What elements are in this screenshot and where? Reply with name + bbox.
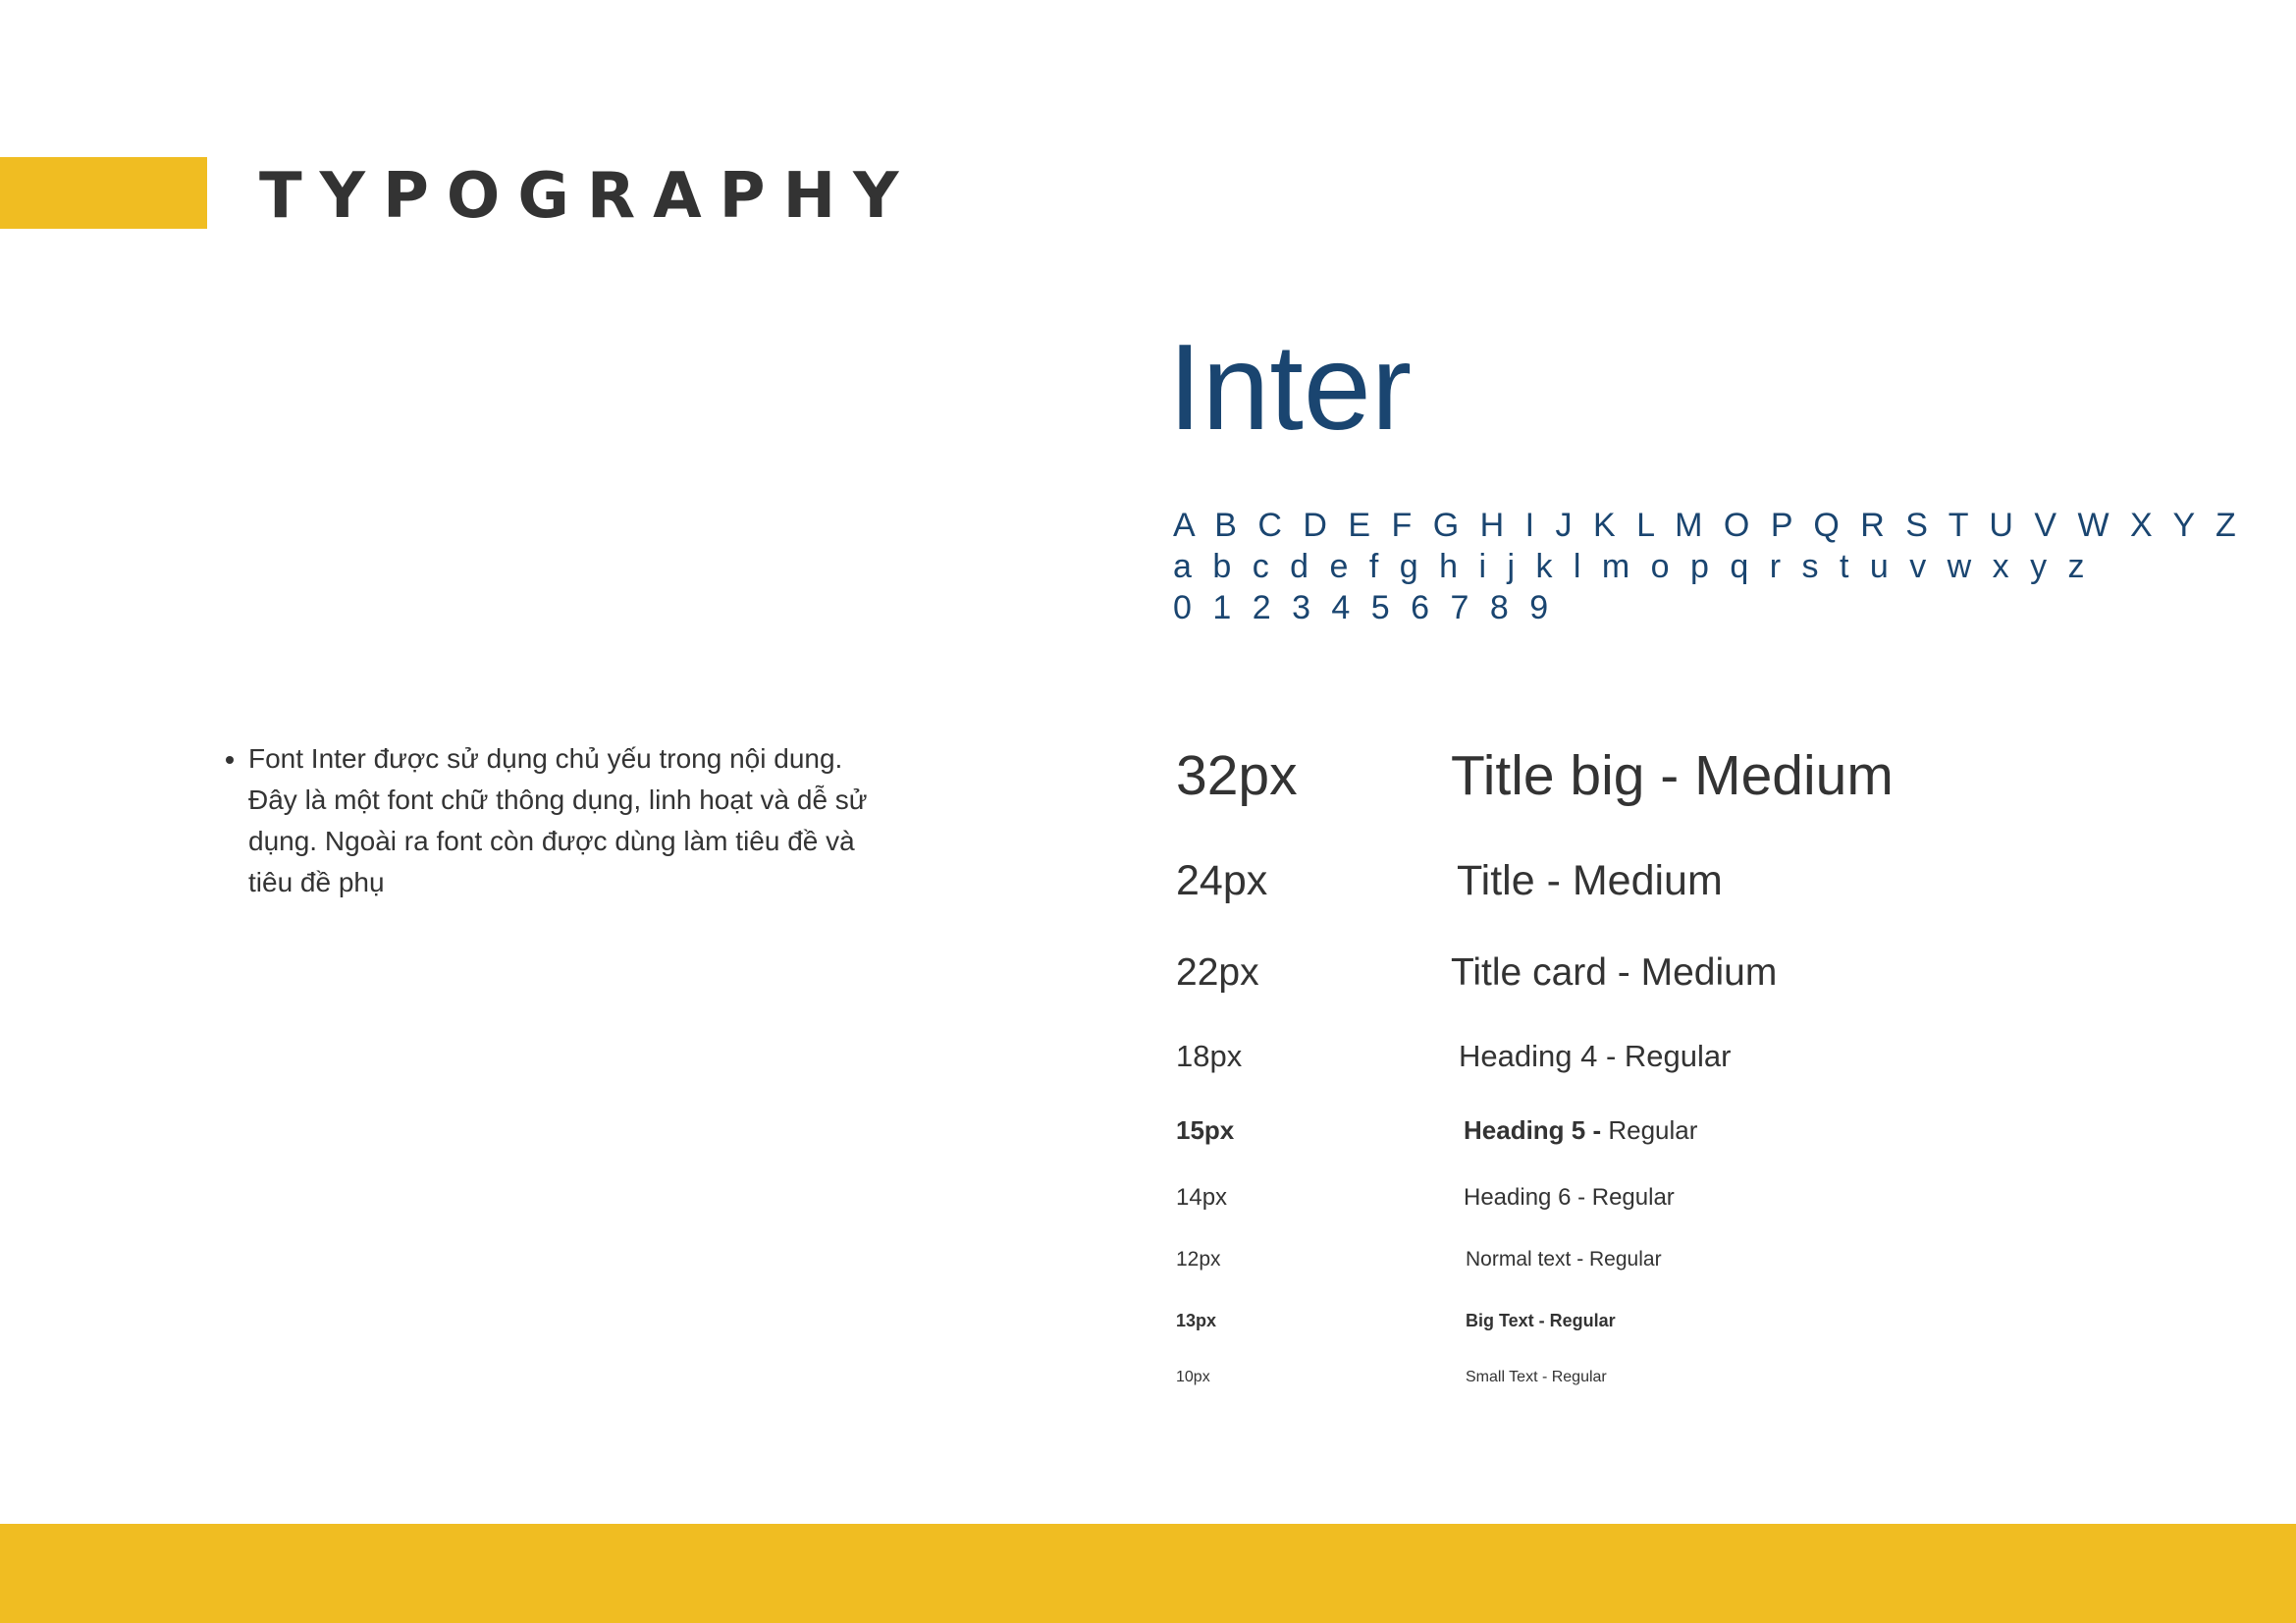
style-label-heading-5-rest: Regular <box>1601 1115 1698 1145</box>
size-label-big-text: 13px <box>1176 1311 1217 1330</box>
size-label-heading-6: 14px <box>1176 1184 1228 1211</box>
style-label-heading-5-bold: Heading 5 - <box>1464 1115 1602 1145</box>
description-list <box>216 738 877 903</box>
page-title: TYPOGRAPHY <box>259 160 917 233</box>
size-label-normal-text: 12px <box>1176 1248 1221 1271</box>
size-label-title: 24px <box>1176 857 1268 904</box>
style-label-big-text: Big Text - Regular <box>1466 1311 1616 1330</box>
style-label-normal-text: Normal text - Regular <box>1466 1248 1662 1271</box>
size-label-heading-4: 18px <box>1176 1039 1243 1073</box>
style-label-title-big: Title big - Medium <box>1451 744 1894 807</box>
size-label-heading-5: 15px <box>1176 1115 1235 1145</box>
style-label-heading-4: Heading 4 - Regular <box>1459 1039 1732 1073</box>
style-label-heading-5 <box>1464 1115 1697 1146</box>
font-name: Inter <box>1168 320 1413 456</box>
style-label-title-card: Title card - Medium <box>1451 951 1778 994</box>
style-label-heading-6: Heading 6 - Regular <box>1464 1184 1675 1211</box>
glyph-uppercase: A B C D E F G H I J K L M O P Q R S T U V W X Y Z <box>1173 507 2242 544</box>
style-label-small-text: Small Text - Regular <box>1466 1369 1607 1385</box>
footer-accent-bar <box>0 1524 2296 1623</box>
glyph-digits: 0 1 2 3 4 5 6 7 8 9 <box>1173 589 1555 626</box>
style-label-title: Title - Medium <box>1457 857 1723 904</box>
glyph-lowercase: a b c d e f g h i j k l m o p q r s t u v w x y z <box>1173 548 2091 585</box>
header-accent-block <box>0 157 207 229</box>
size-label-small-text: 10px <box>1176 1369 1210 1385</box>
size-label-title-card: 22px <box>1176 951 1259 994</box>
size-label-title-big: 32px <box>1176 744 1298 807</box>
description-item: • Font Inter được sử dụng chủ yếu trong nội dung. Đây là một font chữ thông dụng, linh hoạt và dễ sử dụng. Ngoài ra font còn được dùng làm tiêu đề và tiêu đề phụ <box>248 738 877 903</box>
